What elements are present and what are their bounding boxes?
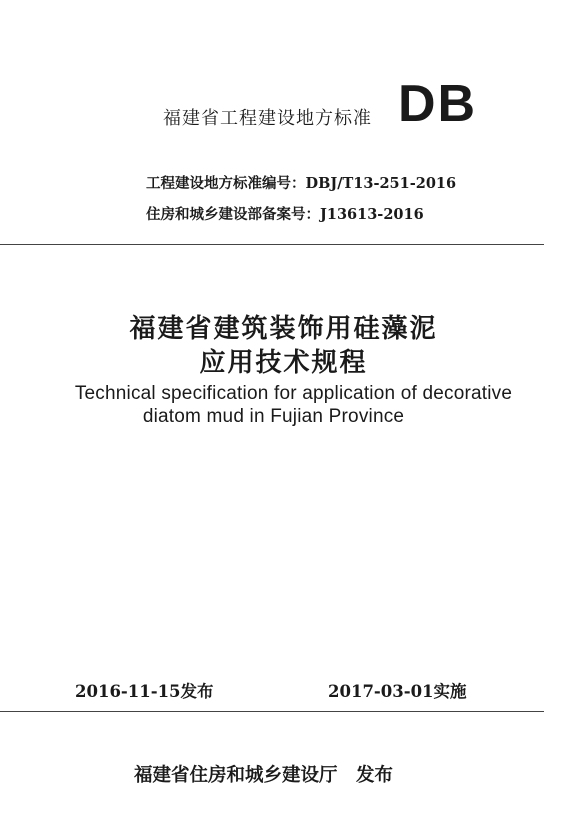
standard-type-label: 福建省工程建设地方标准 <box>163 108 372 129</box>
effective-date: 2017-03-01实施 <box>328 682 467 701</box>
title-chinese-line2: 应用技术规程 <box>199 348 368 378</box>
bottom-divider <box>0 711 544 712</box>
issue-date: 2016-11-15发布 <box>75 682 214 701</box>
publisher: 福建省住房和城乡建设厅 发布 <box>134 765 394 786</box>
standard-number: 工程建设地方标准编号：DBJ/T13-251-2016 <box>146 175 457 192</box>
title-chinese-line1: 福建省建筑装饰用硅藻泥 <box>129 314 438 344</box>
title-english-line1: Technical specification for application of decorative <box>74 383 513 404</box>
top-divider <box>0 244 544 245</box>
record-number: 住房和城乡建设部备案号：J13613-2016 <box>146 206 424 223</box>
db-logo: DB <box>398 75 478 133</box>
title-english-line2: diatom mud in Fujian Province <box>142 406 405 427</box>
